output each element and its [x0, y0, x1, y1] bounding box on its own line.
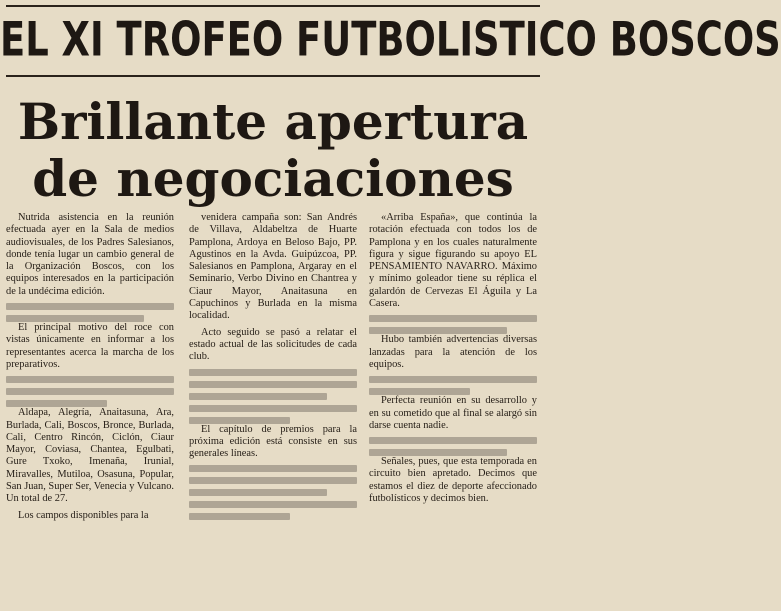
illegible-text-line: [189, 477, 357, 484]
headline-line-2: de negociaciones: [32, 149, 514, 208]
illegible-text-line: [369, 388, 470, 395]
top-rule: [6, 5, 540, 7]
column-3-paragraph-4: Señales, pues, que esta temporada en circuito bien apretado. Decimos que estamos el diez de deporte afeccionado futbolísticos y decimos bien.: [369, 456, 537, 505]
column-1-paragraph-3: Aldapa, Alegría, Anaitasuna, Ara, Burlada, Cali, Boscos, Bronce, Burlada, Cali, Centro Rincón, Ciclón, Ciaur Mayor, Coviasa, Chantea, Egulbati, Gure Txoko, Imenaña, Irunial, Miravalles, Mutiloa, Osasuna, Popular, San Juan, Super Ser, Venecia y Vulcano. Un total de 27.: [6, 407, 174, 505]
illegible-text-line: [369, 376, 537, 383]
article-column-3: [369, 212, 537, 509]
illegible-text-line: [369, 437, 537, 444]
headline-line-1: Brillante apertura: [17, 92, 529, 151]
illegible-text-line: [189, 489, 327, 496]
column-1-paragraph-2: El principal motivo del roce con vistas únicamente en informar a los representantes acerca la marcha de los preparativos.: [6, 322, 174, 370]
illegible-text-line: [189, 405, 357, 412]
column-2-paragraph-1: venidera campaña son: San Andrés de Villava, Aldabeltza de Huarte Pamplona, Ardoya en Beloso Bajo, PP. Agustinos en la Avda. Guipúzcoa, PP. Salesianos en Pamplona, Argaray en el Seminario, Verbo Divino en Chantrea y Ciaur Mayor, Anaitasuna en Capuchinos y Burlada en la misma localidad.: [189, 212, 357, 322]
column-3-paragraph-1: «Arriba España», que continúa la rotación efectuada con todos los de Pamplona y en los cuales naturalmente figura y sigue figurando su apoyo EL PENSAMIENTO NAVARRO. Máximo y mínimo goleador tiene su réplica el galardón de Cervezas El Águila y La Casera.: [369, 212, 537, 310]
illegible-text-line: [189, 381, 357, 388]
illegible-text-line: [189, 465, 357, 472]
article-column-2: [189, 212, 357, 520]
kicker-title: EL XI TROFEO FUTBOLISTICO BOSCOS: [0, 11, 781, 67]
illegible-text-line: [189, 393, 327, 400]
column-2-paragraph-2: Acto seguido se pasó a relatar el estado actual de las solicitudes de cada club.: [189, 326, 357, 363]
column-1-paragraph-1: Nutrida asistencia en la reunión efectuada ayer en la Sala de medios audiovisuales, de los Padres Salesianos, donde tenía lugar un cambio general de la Organización Boscos, con los equipos interesados en la participación de la undécima edición.: [6, 212, 174, 297]
illegible-text-line: [369, 449, 507, 456]
illegible-text-line: [6, 388, 174, 395]
column-2-paragraph-3: El capítulo de premios para la próxima edición está consiste en sus generales líneas.: [189, 423, 357, 460]
illegible-text-line: [6, 400, 107, 407]
illegible-text-line: [6, 303, 174, 310]
illegible-text-line: [6, 315, 144, 322]
illegible-text-line: [189, 417, 290, 424]
column-3-paragraph-2: Hubo también advertencias diversas lanzadas para la atención de los equipos.: [369, 334, 537, 370]
illegible-text-line: [369, 315, 537, 322]
illegible-text-line: [6, 376, 174, 383]
illegible-text-line: [189, 501, 357, 508]
column-1-paragraph-4: Los campos disponibles para la: [18, 509, 149, 521]
illegible-text-line: [189, 369, 357, 376]
article-column-1: [6, 212, 174, 526]
illegible-text-line: [369, 327, 507, 334]
illegible-text-line: [189, 513, 290, 520]
kicker-rule: [6, 75, 540, 77]
column-3-paragraph-3: Perfecta reunión en su desarrollo y en su cometido que al final se alargó sin darse cuenta nadie.: [369, 395, 537, 431]
